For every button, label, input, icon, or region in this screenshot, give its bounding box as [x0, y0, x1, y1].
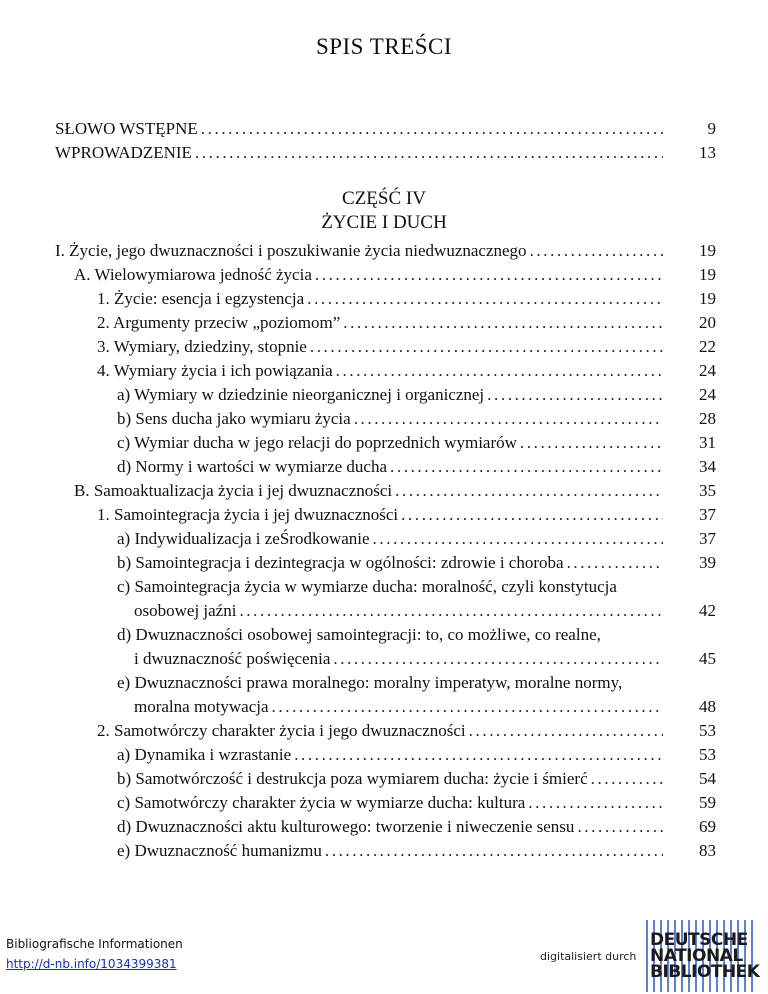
- toc-line: [0, 671, 768, 695]
- toc-entry-label: A. Wielowymiarowa jedność życia: [74, 265, 312, 284]
- toc-page-number: 37: [699, 529, 716, 548]
- toc-line-front: [0, 141, 768, 165]
- toc-page-number: 24: [699, 361, 716, 380]
- toc-page-number: 28: [699, 409, 716, 428]
- dot-leader: [487, 383, 663, 407]
- toc-page-number: 59: [699, 793, 716, 812]
- part-title: ŻYCIE I DUCH: [321, 212, 447, 233]
- dot-leader: [591, 767, 663, 791]
- dot-leader: [395, 479, 663, 503]
- dot-leader: [333, 647, 663, 671]
- toc-page-number: 69: [699, 817, 716, 836]
- dot-leader: [336, 359, 663, 383]
- toc-line: [0, 359, 768, 383]
- toc-line-front: [0, 117, 768, 141]
- toc-line: [0, 383, 768, 407]
- logo-line: BIBLIOTHEK: [650, 962, 760, 982]
- dot-leader: [272, 695, 663, 719]
- toc-page-number: 39: [699, 553, 716, 572]
- toc-entry-label: c) Samotwórczy charakter życia w wymiarze ducha: kultura: [117, 793, 526, 812]
- toc-line: [0, 551, 768, 575]
- toc-page-number: 37: [699, 505, 716, 524]
- toc-entry-label: a) Dynamika i wzrastanie: [117, 745, 292, 764]
- toc-line: [0, 623, 768, 647]
- toc-line: [0, 479, 768, 503]
- toc-page-number: 31: [699, 433, 716, 452]
- toc-line: [0, 503, 768, 527]
- dot-leader: [195, 141, 663, 165]
- toc-page-number: 24: [699, 385, 716, 404]
- toc-page-number: 35: [699, 481, 716, 500]
- toc-entry-label: d) Dwuznaczności aktu kulturowego: tworzenie i niweczenie sensu: [117, 817, 575, 836]
- dot-leader: [315, 263, 663, 287]
- toc-line: [0, 839, 768, 863]
- dnb-logo: [644, 920, 760, 992]
- toc-line: [0, 263, 768, 287]
- toc-entry-label: 3. Wymiary, dziedziny, stopnie: [97, 337, 307, 356]
- page-title: SPIS TREŚCI: [315, 34, 453, 59]
- toc-page-number: 54: [699, 769, 716, 788]
- toc-entry-label: SŁOWO WSTĘPNE: [55, 119, 198, 138]
- toc-entry-label: 2. Samotwórczy charakter życia i jego dwuznaczności: [97, 721, 466, 740]
- toc-line: [0, 695, 768, 719]
- dot-leader: [469, 719, 663, 743]
- toc-page-number: 53: [699, 721, 716, 740]
- toc-line: [0, 455, 768, 479]
- toc-entry-label: c) Samointegracja życia w wymiarze ducha: moralność, czyli konstytucja: [117, 577, 617, 596]
- toc-page-number: 45: [699, 649, 716, 668]
- dot-leader: [325, 839, 663, 863]
- dot-leader: [401, 503, 663, 527]
- toc-entry-label: B. Samoaktualizacja życia i jej dwuznaczności: [74, 481, 393, 500]
- bibliographic-info: [6, 937, 183, 971]
- toc-line: [0, 815, 768, 839]
- toc-line: [0, 647, 768, 671]
- toc-line: [0, 719, 768, 743]
- dot-leader: [520, 431, 663, 455]
- dot-leader: [567, 551, 663, 575]
- toc-entry-label: e) Dwuznaczność humanizmu: [117, 841, 322, 860]
- toc-page-number: 13: [699, 143, 716, 162]
- toc-page-number: 19: [699, 265, 716, 284]
- dot-leader: [528, 791, 663, 815]
- toc-entry-label: d) Dwuznaczności osobowej samointegracji: to, co możliwe, co realne,: [117, 625, 601, 644]
- toc-page-number: 9: [707, 119, 716, 138]
- toc-entry-label: 4. Wymiary życia i ich powiązania: [97, 361, 333, 380]
- bibliographic-info-label: Bibliografische Informationen: [6, 937, 183, 951]
- toc-page-number: 34: [699, 457, 716, 476]
- dot-leader: [390, 455, 663, 479]
- dot-leader: [201, 117, 663, 141]
- toc-line: [0, 311, 768, 335]
- toc-line: [0, 407, 768, 431]
- dot-leader: [354, 407, 663, 431]
- toc-line: [0, 287, 768, 311]
- toc-line: [0, 527, 768, 551]
- dot-leader: [310, 335, 663, 359]
- part-number: CZĘŚĆ IV: [342, 188, 426, 209]
- toc-page-number: 48: [699, 697, 716, 716]
- dot-leader: [307, 287, 663, 311]
- bibliographic-info-link[interactable]: http://d-nb.info/1034399381: [6, 957, 177, 971]
- dot-leader: [343, 311, 663, 335]
- toc-entry-label: i dwuznaczność poświęcenia: [134, 649, 331, 668]
- toc-entry-label: osobowej jaźni: [134, 601, 237, 620]
- toc-entry-label: c) Wymiar ducha w jego relacji do poprzednich wymiarów: [117, 433, 517, 452]
- dot-leader: [294, 743, 663, 767]
- toc-line: [0, 431, 768, 455]
- dot-leader: [373, 527, 663, 551]
- toc-page-number: 20: [699, 313, 716, 332]
- toc-entry-label: a) Indywidualizacja i zeŚrodkowanie: [117, 529, 370, 548]
- toc-line: [0, 791, 768, 815]
- toc-page-number: 42: [699, 601, 716, 620]
- toc-entry-label: a) Wymiary w dziedzinie nieorganicznej i organicznej: [117, 385, 485, 404]
- toc-entry-label: d) Normy i wartości w wymiarze ducha: [117, 457, 388, 476]
- logo-line: NATIONAL: [650, 946, 743, 966]
- toc-line: [0, 335, 768, 359]
- logo-line: DEUTSCHE: [650, 930, 748, 950]
- digitized-by-text: digitalisiert durch: [540, 950, 637, 963]
- toc-entry-label: 1. Samointegracja życia i jej dwuznaczności: [97, 505, 399, 524]
- dot-leader: [239, 599, 663, 623]
- toc-entry-label: I. Życie, jego dwuznaczności i poszukiwanie życia niedwuznacznego: [55, 241, 527, 260]
- toc-page-number: 19: [699, 289, 716, 308]
- toc-entry-label: b) Sens ducha jako wymiaru życia: [117, 409, 351, 428]
- logo-text: [650, 932, 760, 980]
- toc-entry-label: moralna motywacja: [134, 697, 269, 716]
- toc-entry-label: 2. Argumenty przeciw „poziomom”: [97, 313, 341, 332]
- toc-page-number: 53: [699, 745, 716, 764]
- dot-leader: [577, 815, 663, 839]
- toc-entry-label: 1. Życie: esencja i egzystencja: [97, 289, 305, 308]
- dot-leader: [530, 239, 663, 263]
- toc-entry-label: WPROWADZENIE: [55, 143, 192, 162]
- toc-entry-label: b) Samointegracja i dezintegracja w ogólności: zdrowie i choroba: [117, 553, 564, 572]
- toc-page-number: 19: [699, 241, 716, 260]
- toc-line: [0, 575, 768, 599]
- toc-line: [0, 599, 768, 623]
- toc-entry-label: e) Dwuznaczności prawa moralnego: moralny imperatyw, moralne normy,: [117, 673, 623, 692]
- toc-line: [0, 767, 768, 791]
- toc-line: [0, 239, 768, 263]
- toc-line: [0, 743, 768, 767]
- toc-page-number: 22: [699, 337, 716, 356]
- toc-entry-label: b) Samotwórczość i destrukcja poza wymiarem ducha: życie i śmierć: [117, 769, 588, 788]
- toc-page-number: 83: [699, 841, 716, 860]
